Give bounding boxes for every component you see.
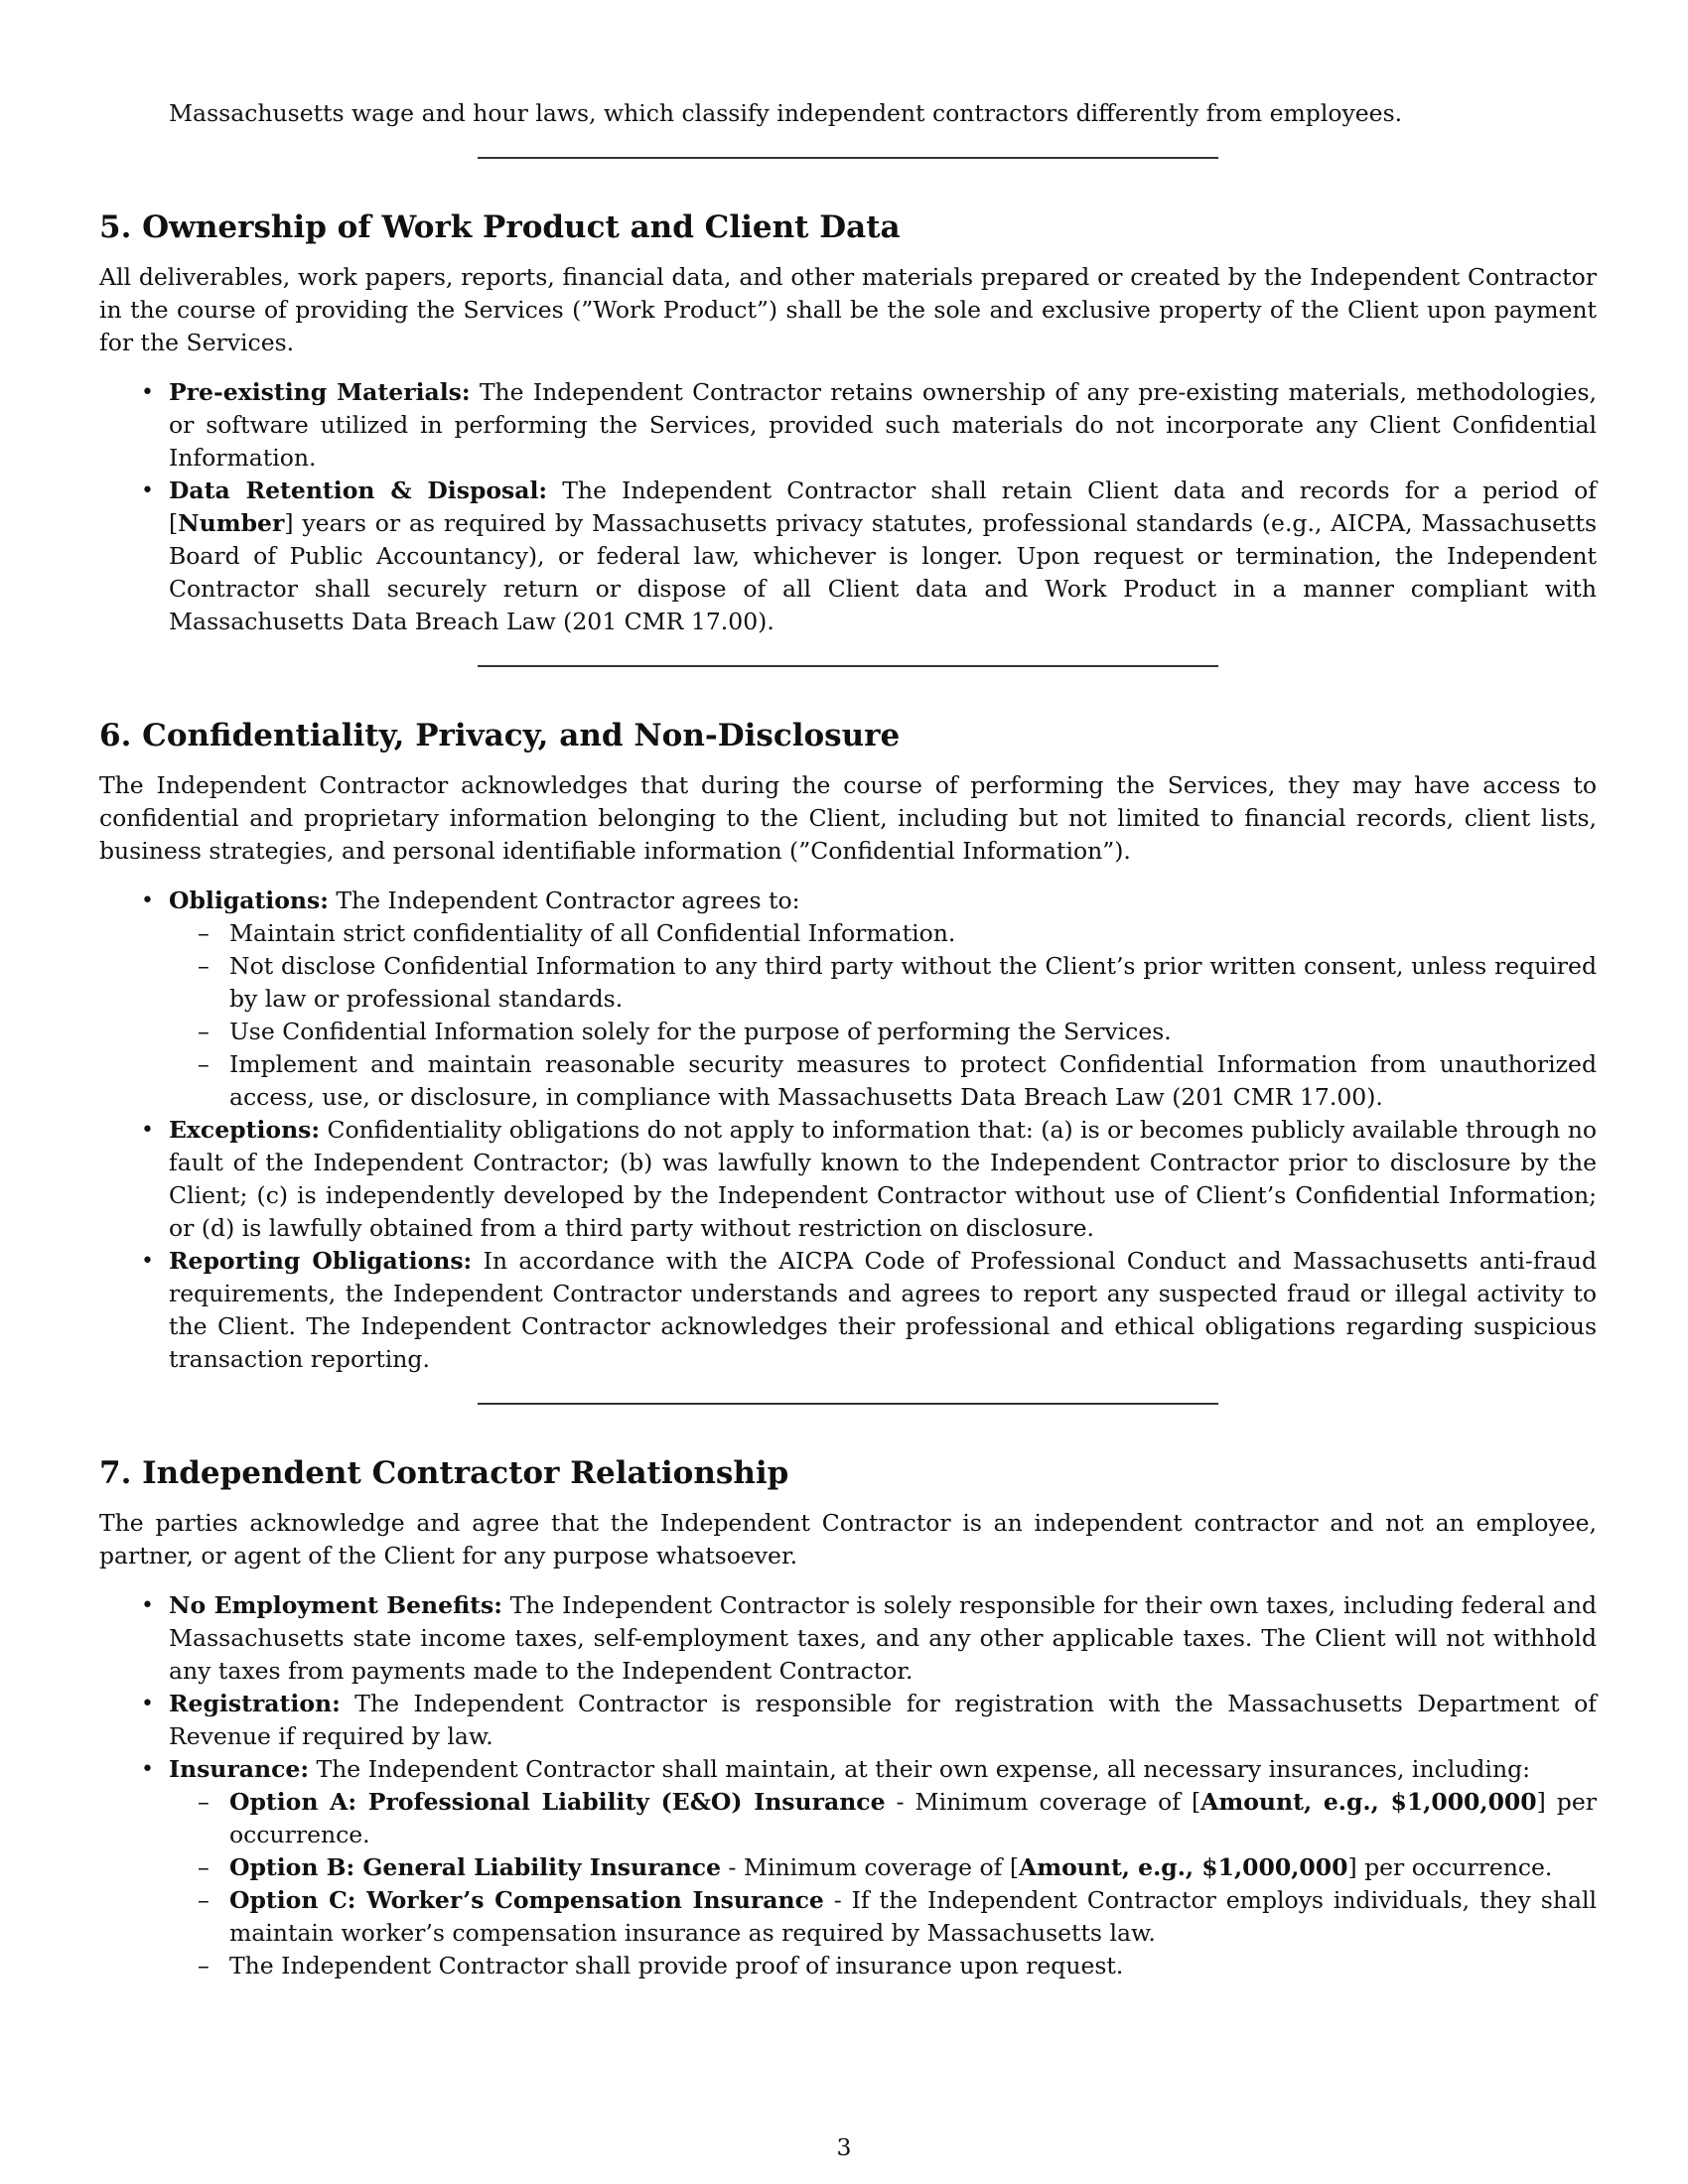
dash-icon: – xyxy=(198,1050,210,1078)
dash-icon: – xyxy=(198,919,210,947)
section-6-paragraph: The Independent Contractor acknowledges that during the course of performing the Services, they may have access to confidential and proprietary information belonging to the Client, including but not limited to financial records, client lists, business strategies, and personal identifiable information (”Confidential Information”). xyxy=(99,771,1597,865)
section-7-list xyxy=(99,1589,1597,1982)
item-text: The Independent Contractor shall retain Client data and records for a period of [ xyxy=(169,477,1597,537)
list-item xyxy=(141,1245,1597,1376)
item-label: Reporting Obligations: xyxy=(169,1247,473,1275)
bullet-icon: • xyxy=(141,1593,154,1618)
sublist-item xyxy=(198,1016,1597,1048)
section-7-paragraph: The parties acknowledge and agree that the Independent Contractor is an independent contractor and not an employee, partner, or agent of the Client for any purpose whatsoever. xyxy=(99,1509,1597,1570)
insurance-sublist xyxy=(169,1786,1597,1982)
section-7-heading: 7. Independent Contractor Relationship xyxy=(99,1455,789,1491)
sublist-text: Not disclose Confidential Information to any third party without the Client’s prior written consent, unless required by law or professional standards. xyxy=(229,952,1597,1013)
sublist-text: Maintain strict confidentiality of all Confidential Information. xyxy=(229,919,956,947)
item-text: Confidentiality obligations do not apply to information that: (a) is or becomes publicly available through no fault of the Independent Contractor; (b) was lawfully known to the Independent Contractor prior to disclosure by the Client; (c) is independently developed by the Independent Contractor without use of Client’s Confidential Information; or (d) is lawfully obtained from a third party without restriction on disclosure. xyxy=(169,1116,1597,1242)
placeholder-number: Number xyxy=(178,509,285,537)
document-page xyxy=(99,97,1597,1982)
item-text: The Independent Contractor agrees to: xyxy=(328,887,800,914)
option-label: Option B: General Liability Insurance xyxy=(229,1853,722,1881)
bullet-icon: • xyxy=(141,1249,154,1274)
sublist-item xyxy=(198,1851,1597,1884)
section-5-paragraph: All deliverables, work papers, reports, financial data, and other materials prepared or created by the Independent Contractor in the course of providing the Services (”Work Product”) shall be the sole and exclusive property of the Client upon payment for the Services. xyxy=(99,263,1597,356)
sublist-text: The Independent Contractor shall provide proof of insurance upon request. xyxy=(229,1952,1124,1979)
list-item xyxy=(141,885,1597,1114)
sublist-item xyxy=(198,1950,1597,1982)
item-label: Obligations: xyxy=(169,887,329,914)
item-text: The Independent Contractor is responsible for registration with the Massachusetts Department of Revenue if required by law. xyxy=(169,1690,1597,1750)
item-label: Registration: xyxy=(169,1690,341,1717)
option-label: Option C: Worker’s Compensation Insurance xyxy=(229,1886,824,1914)
sublist-text: Implement and maintain reasonable security measures to protect Confidential Information from unauthorized access, use, or disclosure, in compliance with Massachusetts Data Breach Law (201 CMR 17.00). xyxy=(229,1050,1597,1111)
section-6-list xyxy=(99,885,1597,1376)
item-label: No Employment Benefits: xyxy=(169,1591,502,1619)
item-text: The Independent Contractor shall maintain, at their own expense, all necessary insurances, including: xyxy=(309,1755,1531,1783)
item-label: Data Retention & Disposal: xyxy=(169,477,548,504)
bullet-icon: • xyxy=(141,1692,154,1716)
list-item xyxy=(141,475,1597,638)
item-text: ] years or as required by Massachusetts privacy statutes, professional standards (e.g., AICPA, Massachusetts Board of Public Accountancy), or federal law, whichever is longer. Upon request or termination, the Independent Contractor shall securely return or dispose of all Client data and Work Product in a manner compliant with Massachusetts Data Breach Law (201 CMR 17.00). xyxy=(169,509,1597,635)
amount-placeholder: Amount, e.g., $1,000,000 xyxy=(1019,1853,1348,1881)
sublist-item xyxy=(198,1786,1597,1851)
amount-placeholder: Amount, e.g., $1,000,000 xyxy=(1200,1788,1537,1816)
section-5-heading: 5. Ownership of Work Product and Client Data xyxy=(99,209,901,245)
item-label: Pre-existing Materials: xyxy=(169,378,471,406)
item-text: The Independent Contractor retains ownership of any pre-existing materials, methodologies, or software utilized in performing the Services, provided such materials do not incorporate any Client Confidential Information. xyxy=(169,378,1597,472)
list-item xyxy=(141,1114,1597,1245)
bullet-icon: • xyxy=(141,888,154,913)
sublist-text: - Minimum coverage of [ xyxy=(885,1788,1201,1816)
sublist-item xyxy=(198,950,1597,1016)
option-label: Option A: Professional Liability (E&O) Insurance xyxy=(229,1788,886,1816)
section-5-list xyxy=(99,376,1597,638)
page-number: 3 xyxy=(836,2133,852,2161)
list-item xyxy=(141,1753,1597,1982)
bullet-icon: • xyxy=(141,478,154,503)
sublist-text: - If the Independent Contractor employs individuals, they shall maintain worker’s compensation insurance as required by Massachusetts law. xyxy=(229,1886,1597,1947)
dash-icon: – xyxy=(198,1952,210,1979)
bullet-icon: • xyxy=(141,1757,154,1782)
sublist-item xyxy=(198,1884,1597,1950)
section-6-heading: 6. Confidentiality, Privacy, and Non-Disclosure xyxy=(99,718,901,753)
sublist-item xyxy=(198,917,1597,950)
dash-icon: – xyxy=(198,1853,210,1881)
item-text: The Independent Contractor is solely responsible for their own taxes, including federal and Massachusetts state income taxes, self-employment taxes, and any other applicable taxes. The Client will not withhold any taxes from payments made to the Independent Contractor. xyxy=(169,1591,1597,1685)
item-label: Insurance: xyxy=(169,1755,310,1783)
sublist-text: Use Confidential Information solely for the purpose of performing the Services. xyxy=(229,1018,1172,1045)
dash-icon: – xyxy=(198,1018,210,1045)
obligations-sublist xyxy=(169,917,1597,1114)
dash-icon: – xyxy=(198,1788,210,1816)
dash-icon: – xyxy=(198,952,210,980)
item-text: In accordance with the AICPA Code of Professional Conduct and Massachusetts anti-fraud requirements, the Independent Contractor understands and agrees to report any suspected fraud or illegal activity to the Client. The Independent Contractor acknowledges their professional and ethical obligations regarding suspicious transaction reporting. xyxy=(169,1247,1597,1373)
list-item xyxy=(141,1589,1597,1688)
dash-icon: – xyxy=(198,1886,210,1914)
item-label: Exceptions: xyxy=(169,1116,321,1144)
bullet-icon: • xyxy=(141,1118,154,1143)
sublist-text: - Minimum coverage of [ xyxy=(721,1853,1019,1881)
bullet-icon: • xyxy=(141,380,154,405)
list-item xyxy=(141,376,1597,475)
sublist-text: ] per occurrence. xyxy=(1347,1853,1553,1881)
sublist-text: ] per occurrence. xyxy=(229,1788,1597,1848)
sublist-item xyxy=(198,1048,1597,1114)
list-item xyxy=(141,1688,1597,1753)
intro-fragment: Massachusetts wage and hour laws, which classify independent contractors differently from employees. xyxy=(169,99,1403,127)
